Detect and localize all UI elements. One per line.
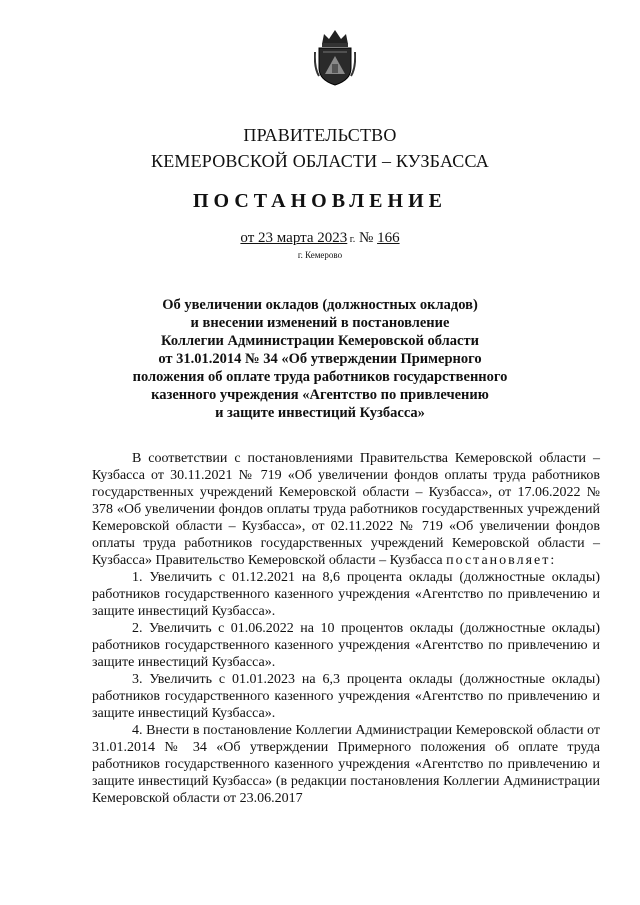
number-prefix: № — [355, 230, 378, 246]
clause-1: 1. Увеличить с 01.12.2021 на 8,6 процента оклады (должностные оклады) работников государственного казенного учреждения «Агентство по привлечению и защите инвестиций Кузбасса». — [92, 570, 600, 619]
title-line: казенного учреждения «Агентство по привлечению — [151, 387, 489, 403]
title-line: и внесении изменений в постановление — [190, 315, 450, 331]
intro-text: В соответствии с постановлениями Правительства Кемеровской области – Кузбасса от 30.11.2021 № 719 «Об увеличении фондов оплаты труда работников государственных учреждений Кемеровской области – Кузбасса», от 17.06.2022 № 378 «Об увеличении фондов оплаты труда работников государственных учреждений Кемеровской области – Кузбасса», от 02.11.2022 № 719 «Об увеличении фондов оплаты труда работников государственных учреждений Кемеровской области – Кузбасса» Правительство Кемеровской области – Кузбасса — [92, 451, 600, 568]
title-line: Об увеличении окладов (должностных окладов) — [162, 297, 478, 313]
title-line: Коллегии Администрации Кемеровской области — [161, 333, 479, 349]
city: г. Кемерово — [297, 250, 343, 260]
clause-3: 3. Увеличить с 01.01.2023 на 6,3 процента оклады (должностные оклады) работников государственного казенного учреждения «Агентство по привлечению и защите инвестиций Кузбасса». — [92, 672, 600, 721]
coat-of-arms-icon — [314, 28, 356, 86]
intro-paragraph — [92, 450, 600, 569]
clause-2: 2. Увеличить с 01.06.2022 на 10 процентов оклады (должностные оклады) работников государственного казенного учреждения «Агентство по привлечению и защите инвестиций Кузбасса». — [92, 621, 600, 670]
org-name-line2: КЕМЕРОВСКОЙ ОБЛАСТИ – КУЗБАССА — [151, 151, 489, 171]
title-line: положения об оплате труда работников государственного — [132, 369, 508, 385]
title-line: и защите инвестиций Кузбасса» — [215, 405, 425, 421]
document-date: 23 марта 2023 — [258, 230, 348, 246]
resolution-keyword: постановляет: — [446, 553, 557, 568]
document-title — [120, 296, 520, 422]
date-prefix: от — [240, 230, 259, 246]
year-suffix: г. — [347, 234, 356, 245]
document-body — [92, 450, 600, 807]
org-name-line1: ПРАВИТЕЛЬСТВО — [243, 125, 397, 145]
title-line: от 31.01.2014 № 34 «Об утверждении Примерного — [158, 351, 482, 367]
document-type: ПОСТАНОВЛЕНИЕ — [193, 190, 447, 212]
clause-4: 4. Внести в постановление Коллегии Администрации Кемеровской области от 31.01.2014 № 34 «Об утверждении Примерного положения об оплате труда работников государственного казенного учреждения «Агентство по привлечению и защите инвестиций Кузбасса» (в редакции постановления Коллегии Администрации Кемеровской области от 23.06.2017 — [92, 723, 600, 806]
document-number: 166 — [377, 230, 400, 246]
date-line — [0, 230, 640, 247]
